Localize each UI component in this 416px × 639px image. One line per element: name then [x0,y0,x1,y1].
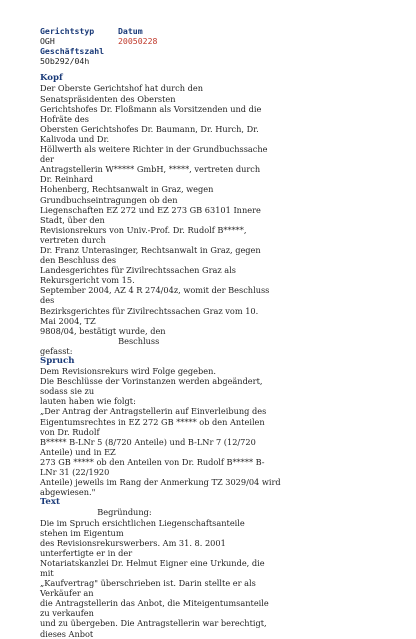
date-label: Datum [118,26,143,36]
text-line: unterfertigte er in der [40,547,133,558]
text-line: die Antragstellerin das Anbot, die Miteigentumsanteile [40,598,269,609]
text-line: B***** B-LNr 5 (8/720 Anteile) und B-LNr 7 (12/720 [40,436,256,447]
text-line: Liegenschaften EZ 272 und EZ 273 GB 63101 Innere [40,204,261,215]
text-line: Begründung: [40,507,152,518]
head-section-body [40,83,406,356]
text-line: „Kaufvertrag" überschrieben ist. Darin stellte er als [40,578,256,589]
text-line: 9808/04, bestätigt wurde, den [40,325,166,336]
text-line: Mai 2004, TZ [40,315,96,326]
file-number-label: Geschäftszahl [40,46,105,57]
text-line: der [40,154,55,165]
text-line: vertreten durch [40,234,106,245]
text-line: stehen im Eigentum [40,527,124,538]
text-line: Eigentumsrechtes in EZ 272 GB ***** ob den Anteilen [40,416,265,427]
text-line: und zu übergeben. Die Antragstellerin war berechtigt, [40,618,267,629]
text-line: von Dr. Rudolf [40,426,100,437]
text-line: Hohenberg, Rechtsanwalt in Graz, wegen [40,184,214,195]
court-type-value: OGH [40,36,55,47]
text-line: Die Beschlüsse der Vorinstanzen werden abgeändert, [40,376,263,387]
text-line: Notariatskanzlei Dr. Helmut Eigner eine Urkunde, die [40,557,265,568]
text-line: Senatspräsidenten des Obersten [40,93,176,104]
text-section-body [40,507,406,638]
text-line: sodass sie zu [40,386,95,397]
text-line: zu verkaufen [40,608,94,619]
text-line: den Beschluss des [40,255,117,266]
text-line: des Revisionsrekurswerbers. Am 31. 8. 2001 [40,537,226,548]
text-line: Der Oberste Gerichtshof hat durch den [40,83,203,94]
text-line: gefasst: [40,345,73,356]
text-line: Gerichtshofes Dr. Floßmann als Vorsitzenden und die [40,103,262,114]
text-line: Antragstellerin W***** GmbH, *****, vertreten durch [40,164,261,175]
text-line: des [40,295,55,306]
ruling-section-body [40,366,406,497]
date-value: 20050228 [118,36,158,47]
text-line: Dr. Reinhard [40,174,93,185]
text-line: lauten haben wie folgt: [40,396,136,407]
text-line: Landesgerichtes für Zivilrechtssachen Graz als [40,265,237,276]
text-line: mit [40,567,54,578]
text-line: Dem Revisionsrekurs wird Folge gegeben. [40,366,216,377]
text-line: Kalivoda und Dr. [40,133,110,144]
text-line: Bezirksgerichtes für Zivilrechtssachen Graz vom 10. [40,305,259,316]
text-line: Obersten Gerichtshofes Dr. Baumann, Dr. Hurch, Dr. [40,123,259,134]
text-line: Dr. Franz Unterasinger, Rechtsanwalt in Graz, gegen [40,244,261,255]
ruling-section-title: Spruch [40,356,75,366]
text-line: 273 GB ***** ob den Anteilen von Dr. Rudolf B***** B- [40,456,265,467]
text-line: Hofräte des [40,113,89,124]
metadata-value-row [40,36,406,46]
text-line: Revisionsrekurs von Univ.-Prof. Dr. Rudolf B*****, [40,224,247,235]
text-line: Anteile) und in EZ [40,446,116,457]
metadata-header-row [40,26,406,36]
text-line: LNr 31 (22/1920 [40,467,110,478]
file-number-value: 5Ob292/04h [40,56,90,67]
text-line: Stadt, über den [40,214,105,225]
text-line: abgewiesen." [40,487,96,498]
court-type-label: Gerichtstyp [40,26,95,36]
text-line: „Der Antrag der Antragstellerin auf Einverleibung des [40,406,267,417]
text-line: dieses Anbot [40,628,94,639]
text-line: Beschluss [40,335,160,346]
text-line: Die im Spruch ersichtlichen Liegenschaftsanteile [40,517,245,528]
head-section-title: Kopf [40,73,63,84]
text-line: Rekursgericht vom 15. [40,275,135,286]
text-line: Höllwerth als weitere Richter in der Grundbuchssache [40,144,268,155]
text-line: Grundbuchseintragungen ob den [40,194,178,205]
text-section-title: Text [40,497,60,508]
text-line: Anteile) jeweils im Rang der Anmerkung TZ 3029/04 wird [40,477,281,488]
text-line: September 2004, AZ 4 R 274/04z, womit der Beschluss [40,285,270,296]
text-line: Verkäufer an [40,588,94,599]
document [40,26,406,639]
